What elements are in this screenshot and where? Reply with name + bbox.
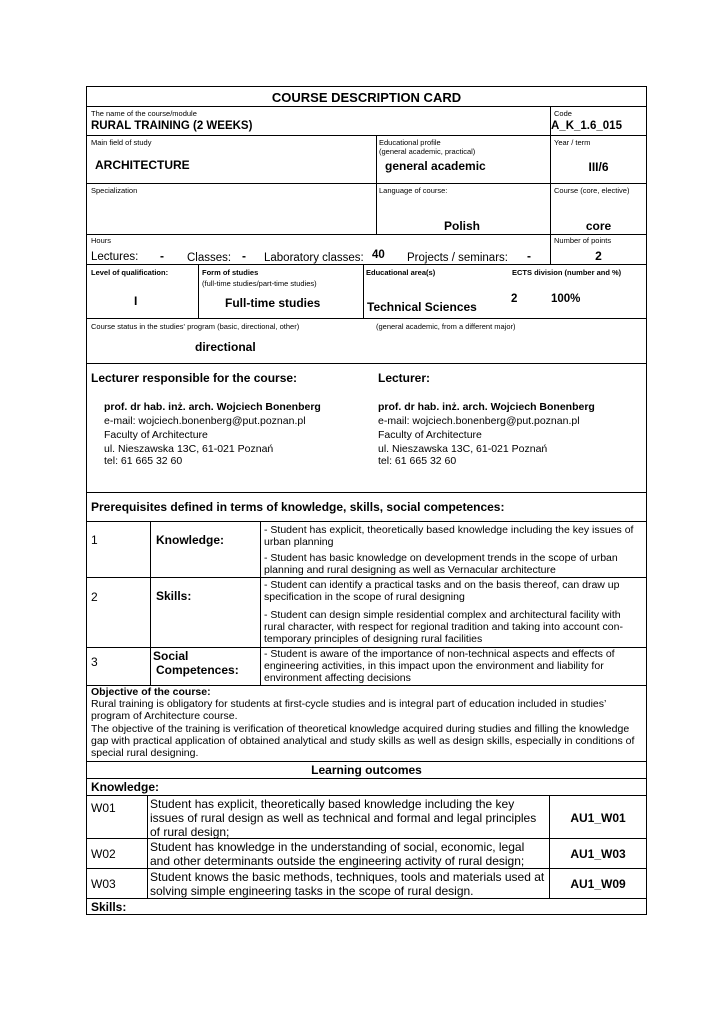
lecturer-block (378, 401, 595, 467)
prereq-category-social-line1: Social (153, 649, 189, 663)
qualification-label: Level of qualification: (91, 268, 169, 277)
lecturer-address: ul. Nieszawska 13C, 61-021 Poznań (378, 443, 548, 455)
profile-sublabel: (general academic, practical) (379, 147, 476, 156)
area-label: Educational area(s) (366, 268, 436, 277)
course-type-value: core (585, 219, 612, 233)
prereq-skills-item-1: - Student can identify a practical tasks and on the basis thereof, can draw up specification in the scope of rural designing (264, 579, 620, 603)
projects-value: - (527, 249, 531, 263)
course-name: RURAL TRAINING (2 WEEKS) (91, 120, 253, 132)
ects-number: 2 (511, 293, 518, 305)
language-value: Polish (444, 219, 481, 233)
lab-value: 40 (372, 249, 385, 261)
skills-title: Skills: (91, 900, 127, 914)
projects-label: Projects / seminars: (407, 252, 508, 264)
prereq-knowledge-item-1: - Student has explicit, theoretically based knowledge including the key issues of urban planning (264, 524, 634, 548)
code-label: Code (554, 109, 572, 118)
card-title: COURSE DESCRIPTION CARD (271, 90, 462, 105)
responsible-lecturer-name: prof. dr hab. inż. arch. Wojciech Bonenberg (104, 401, 321, 413)
course-type-label: Course (core, elective) (554, 186, 630, 195)
profile-label: Educational profile (379, 138, 441, 147)
language-label: Language of course: (379, 186, 448, 195)
status-sublabel: (general academic, from a different major) (376, 322, 516, 331)
lectures-label: Lectures: (91, 251, 139, 263)
form-value: Full-time studies (225, 296, 321, 310)
prereq-num-3: 3 (91, 655, 98, 669)
prereq-category-social-line2: Competences: (156, 663, 239, 677)
objective-paragraph-1: Rural training is obligatory for students at first-cycle studies and is integral part of education included in studies’ program of Architecture course. (91, 698, 606, 722)
learning-outcomes-title: Learning outcomes (311, 763, 422, 777)
form-label: Form of studies (202, 268, 259, 277)
outcome-id-w01: W01 (91, 801, 116, 815)
prereq-knowledge-item-2: - Student has basic knowledge on development trends in the scope of urban planning and rural designing as well as Vernacular architecture (264, 552, 618, 576)
responsible-lecturer-title: Lecturer responsible for the course: (91, 371, 298, 385)
year-label: Year / term (554, 138, 591, 147)
outcome-text-w01: Student has explicit, theoretically based knowledge including the key issues of rural design as well as technical and formal and legal principles of rural design; (150, 797, 537, 839)
hours-label: Hours (91, 236, 112, 245)
classes-value: - (242, 249, 246, 263)
status-value: directional (195, 340, 256, 354)
form-sublabel: (full-time studies/part-time studies) (202, 279, 317, 288)
responsible-lecturer-address: ul. Nieszawska 13C, 61-021 Poznań (104, 443, 274, 455)
points-label: Number of points (554, 236, 612, 245)
lab-label: Laboratory classes: (264, 252, 364, 264)
outcome-text-w03: Student knows the basic methods, techniques, tools and materials used at solving simple engineering tasks in the scope of rural design. (150, 870, 545, 898)
field-label: Main field of study (91, 138, 152, 147)
area-value: Technical Sciences (367, 300, 477, 314)
outcome-ref-w03: AU1_W09 (570, 877, 626, 891)
status-label: Course status in the studies' program (basic, directional, other) (91, 322, 300, 331)
classes-label: Classes: (187, 252, 232, 264)
outcome-id-w02: W02 (91, 847, 116, 861)
objective-title: Objective of the course: (91, 686, 211, 698)
year-value: III/6 (588, 160, 609, 174)
specialization-label: Specialization (91, 186, 138, 195)
lecturer-title: Lecturer: (378, 371, 431, 385)
qualification-value: I (134, 294, 138, 308)
lectures-value: - (160, 249, 164, 263)
course-name-label: The name of the course/module (91, 109, 197, 118)
lecturer-faculty: Faculty of Architecture (378, 429, 482, 441)
field-value: ARCHITECTURE (95, 158, 190, 172)
prerequisites-title: Prerequisites defined in terms of knowledge, skills, social competences: (91, 500, 505, 514)
lecturer-name: prof. dr hab. inż. arch. Wojciech Bonenberg (378, 401, 595, 413)
course-description-card (86, 86, 647, 915)
knowledge-title: Knowledge: (91, 780, 159, 794)
prereq-skills-item-2: - Student can design simple residential complex and architectural facility with rural character, with respect for regional tradition and taking into account con-temporary principles of designing rural facilities (264, 609, 623, 645)
profile-value: general academic (385, 159, 486, 173)
outcome-text-w02: Student has knowledge in the understanding of social, economic, legal and other determinants outside the engineering activity of rural design; (150, 840, 525, 868)
objective-paragraph-2: The objective of the training is verification of theoretical knowledge acquired during studies and filling the knowledge gap with practical application of obtained analytical and study skills as well as design skills, especially in conditions of special rural designing. (91, 723, 635, 759)
prereq-num-2: 2 (91, 590, 98, 604)
course-code: A_K_1.6_015 (551, 120, 622, 132)
prereq-social-item-1: - Student is aware of the importance of non-technical aspects and effects of engineering activities, in this impact upon the environment and liability for environment affecting decisions (264, 648, 615, 684)
responsible-lecturer-block (104, 401, 321, 467)
responsible-lecturer-tel: tel: 61 665 32 60 (104, 455, 183, 467)
ects-percent: 100% (551, 293, 581, 305)
outcome-ref-w02: AU1_W03 (570, 847, 626, 861)
lecturer-email: e-mail: wojciech.bonenberg@put.poznan.pl (378, 415, 580, 427)
prereq-num-1: 1 (91, 533, 98, 547)
lecturer-tel: tel: 61 665 32 60 (378, 455, 457, 467)
outcome-ref-w01: AU1_W01 (570, 811, 626, 825)
prereq-category-knowledge: Knowledge: (156, 533, 224, 547)
responsible-lecturer-email: e-mail: wojciech.bonenberg@put.poznan.pl (104, 415, 306, 427)
prereq-category-skills: Skills: (156, 589, 192, 603)
points-value: 2 (595, 249, 602, 263)
outcome-id-w03: W03 (91, 877, 116, 891)
responsible-lecturer-faculty: Faculty of Architecture (104, 429, 208, 441)
ects-label: ECTS division (number and %) (512, 268, 622, 277)
